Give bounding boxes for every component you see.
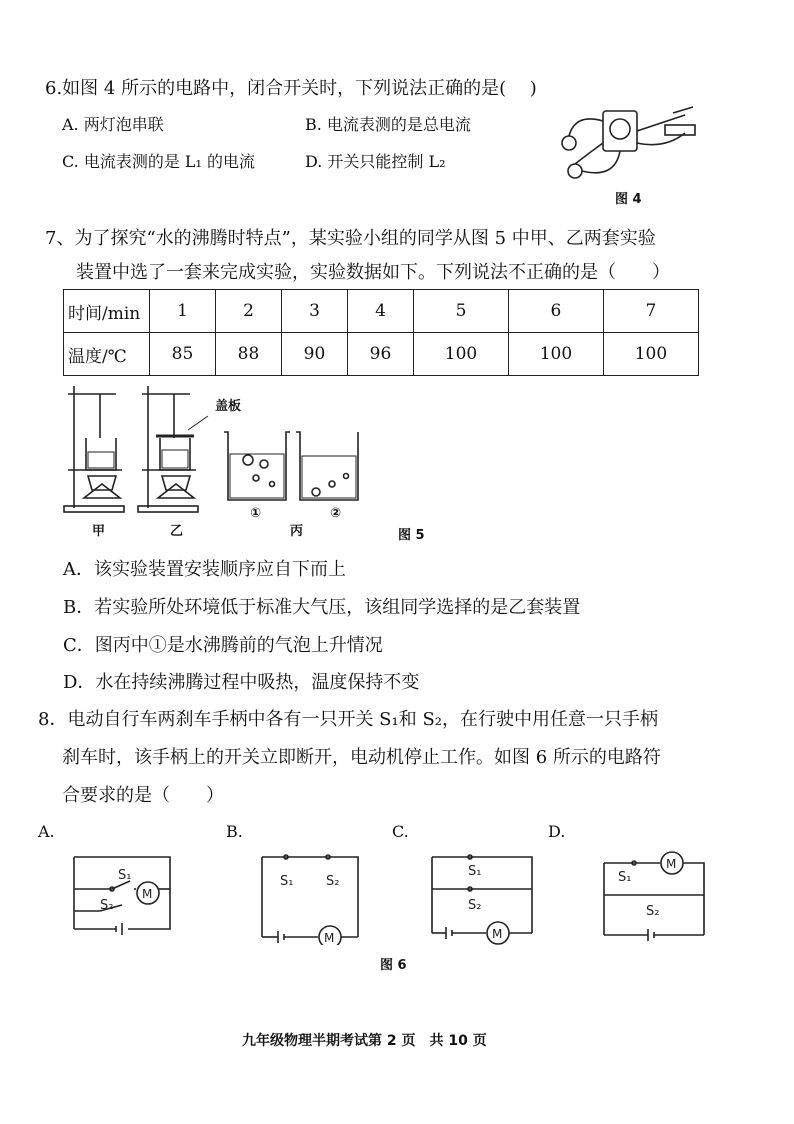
q6-option-d: D. 开关只能控制 L₂	[305, 152, 446, 171]
table-cell: 7	[603, 290, 698, 333]
figure-5-label-2: ②	[330, 506, 342, 521]
switch-s1-label: S₁	[280, 874, 294, 889]
circuit-c-diagram	[420, 845, 545, 945]
q6-option-b: B. 电流表测的是总电流	[305, 115, 471, 134]
q6-option-a: A. 两灯泡串联	[62, 115, 164, 134]
figure-5-caption: 图 5	[398, 528, 425, 543]
switch-s1-label: S₁	[618, 870, 632, 885]
switch-s2-label: S₂	[100, 898, 114, 913]
circuit-c-label: C.	[392, 822, 409, 841]
table-row-temperature	[64, 333, 699, 376]
switch-s2-label: S₂	[646, 904, 660, 919]
q6-option-c: C. 电流表测的是 L₁ 的电流	[62, 152, 256, 171]
figure-5-label-board: 盖板	[215, 399, 242, 414]
table-cell: 6	[508, 290, 603, 333]
table-cell: 3	[282, 290, 348, 333]
apparatus-jia	[64, 386, 124, 512]
table-cell: 90	[282, 333, 348, 376]
table-cell: 100	[603, 333, 698, 376]
figure-5-label-yi: 乙	[170, 524, 184, 539]
q8-stem-line3: 合要求的是（ ）	[62, 785, 224, 806]
q7-data-table	[63, 289, 699, 376]
table-cell: 88	[216, 333, 282, 376]
table-cell: 100	[414, 333, 509, 376]
ammeter-icon	[603, 111, 637, 151]
switch-s2-label: S₂	[468, 898, 482, 913]
circuit-d-diagram	[592, 845, 717, 945]
motor-label: M	[142, 887, 153, 901]
figure-4-caption: 图 4	[615, 192, 642, 207]
figure-4-circuit-photo	[555, 103, 705, 183]
apparatus-yi	[138, 386, 208, 512]
q8-stem-line2: 刹车时，该手柄上的开关立即断开，电动机停止工作。如图 6 所示的电路符	[62, 747, 661, 768]
bulb-l2-icon	[568, 164, 582, 178]
page-footer: 九年级物理半期考试第 2 页 共 10 页	[242, 1033, 487, 1049]
q6-stem: 6.如图 4 所示的电路中，闭合开关时，下列说法正确的是( )	[45, 78, 537, 99]
q7-option-b: B．若实验所处环境低于标准大气压，该组同学选择的是乙套装置	[63, 597, 581, 618]
figure-5-label-bing: 丙	[290, 524, 304, 539]
bulb-l1-icon	[562, 136, 576, 150]
table-cell: 85	[150, 333, 216, 376]
figure-5-label-jia: 甲	[92, 524, 106, 539]
q7-option-c: C．图丙中①是水沸腾前的气泡上升情况	[63, 635, 383, 656]
circuit-a-label: A.	[38, 822, 55, 841]
q7-option-d: D．水在持续沸腾过程中吸热，温度保持不变	[63, 672, 420, 693]
q8-stem-line1: 8．电动自行车两刹车手柄中各有一只开关 S₁和 S₂，在行驶中用任意一只手柄	[38, 709, 658, 730]
table-cell: 1	[150, 290, 216, 333]
motor-label: M	[666, 857, 677, 871]
motor-label: M	[492, 927, 503, 941]
q7-stem-line1: 7、为了探究“水的沸腾时特点”，某实验小组的同学从图 5 中甲、乙两套实验	[45, 228, 656, 249]
circuit-d-label: D.	[548, 822, 566, 841]
figure-5-label-1: ①	[250, 506, 262, 521]
table-cell: 2	[216, 290, 282, 333]
table-header-time: 时间/min	[64, 290, 150, 333]
table-row-time	[64, 290, 699, 333]
beaker-2	[296, 432, 358, 500]
switch-s1-label: S₁	[468, 864, 482, 879]
circuit-b-label: B.	[226, 822, 243, 841]
figure-6-caption: 图 6	[380, 958, 407, 973]
q7-stem-line2: 装置中选了一套来完成实验，实验数据如下。下列说法不正确的是（ ）	[76, 262, 670, 283]
q7-option-a: A．该实验装置安装顺序应自下而上	[63, 559, 346, 580]
switch-s1-label: S₁	[118, 868, 132, 883]
table-cell: 96	[348, 333, 414, 376]
table-cell: 4	[348, 290, 414, 333]
motor-label: M	[324, 931, 335, 945]
table-cell: 5	[414, 290, 509, 333]
table-header-temperature: 温度/℃	[64, 333, 150, 376]
beaker-1	[224, 432, 290, 500]
switch-s2-label: S₂	[326, 874, 340, 889]
circuit-a-diagram	[62, 845, 187, 945]
circuit-b-diagram	[250, 845, 375, 945]
table-cell: 100	[508, 333, 603, 376]
figure-5-apparatus	[60, 380, 360, 520]
